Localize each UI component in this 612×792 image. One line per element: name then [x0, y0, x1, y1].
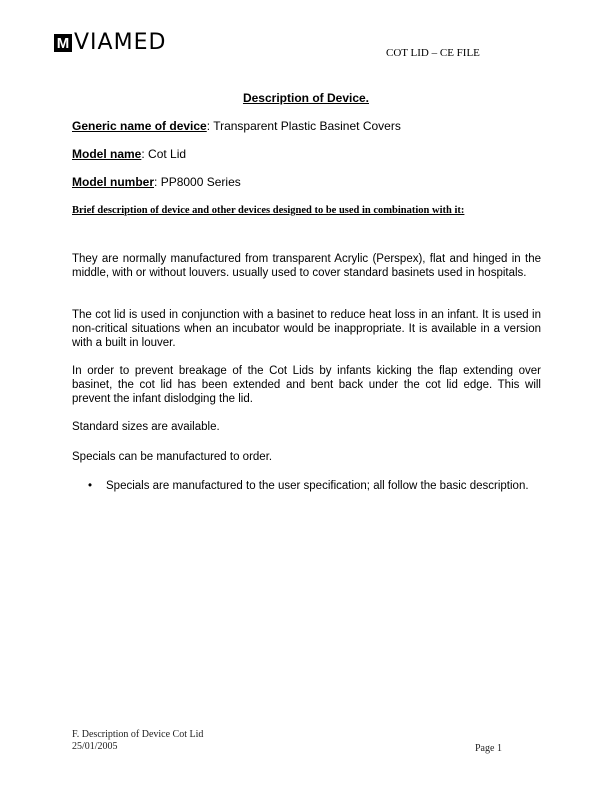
field-value: Transparent Plastic Basinet Covers [213, 119, 401, 133]
bullet-text: Specials are manufactured to the user specification; all follow the basic description. [106, 480, 529, 492]
model-number-field [72, 175, 241, 189]
field-label: Generic name of device [72, 119, 207, 133]
field-value: Cot Lid [148, 147, 187, 161]
brief-description-heading: Brief description of device and other devices designed to be used in combination with it: [72, 205, 465, 216]
page-title: Description of Device. [242, 91, 370, 105]
model-name-field [72, 147, 186, 161]
field-sep: : [206, 119, 214, 133]
generic-name-field [72, 119, 401, 133]
paragraph: They are normally manufactured from transparent Acrylic (Perspex), flat and hinged in the middle, with or without louvers. usually used to cover standard basinets used in hospitals. [72, 253, 541, 279]
paragraph: Specials can be manufactured to order. [72, 451, 273, 463]
field-label: Model name [72, 147, 142, 161]
field-value: PP8000 Series [160, 175, 241, 189]
footer-page-number: Page 1 [475, 743, 502, 754]
document-label: COT LID – CE FILE [386, 47, 480, 59]
field-label: Model number [72, 175, 155, 189]
logo-text: VIAMED [74, 30, 167, 55]
bullet-item [88, 479, 559, 493]
field-sep: : [141, 147, 149, 161]
logo-mark-icon: M [54, 34, 72, 52]
field-sep: : [154, 175, 161, 189]
footer-date: 25/01/2005 [72, 741, 118, 752]
paragraph: The cot lid is used in conjunction with a basinet to reduce heat loss in an infant. It is used in non-critical situations when an incubator would be inappropriate. It is available in a version with a built in louver. [72, 309, 541, 349]
bullet-icon: • [88, 480, 93, 492]
viamed-logo [54, 30, 167, 55]
footer-doc-ref: F. Description of Device Cot Lid [72, 729, 204, 740]
paragraph: In order to prevent breakage of the Cot Lids by infants kicking the flap extending over basinet, the cot lid has been extended and bent back under the cot lid edge. This will prevent the infant dislodging the lid. [72, 365, 541, 405]
paragraph: Standard sizes are available. [72, 421, 220, 433]
